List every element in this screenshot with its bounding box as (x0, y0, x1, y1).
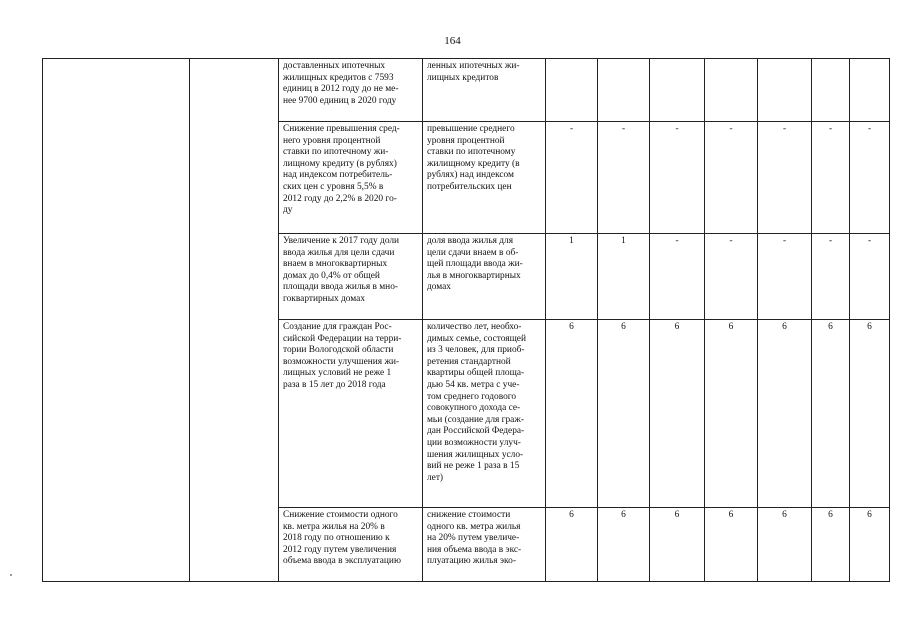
value-cell (758, 59, 812, 122)
value-cell: 6 (546, 508, 598, 582)
value-cell: 6 (758, 320, 812, 508)
value-cell: - (758, 234, 812, 320)
value-cell: - (758, 122, 812, 234)
value-cell: - (650, 234, 705, 320)
indicator-cell: количество лет, необхо- димых семье, состоящей из 3 человек, для приоб- ретения стандартной квартиры общей площа- дью 54 кв. метра с уче- том среднего годового совокупного дохода се- мьи (создание для граж- дан Российской Федера- ции возможности улуч- шения жилищных усло- вий не реже 1 раза в 15 лет) (423, 320, 546, 508)
indicators-table (42, 58, 890, 582)
value-cell: 6 (758, 508, 812, 582)
value-cell: 6 (598, 508, 650, 582)
indicator-cell: ленных ипотечных жи- лищных кредитов (423, 59, 546, 122)
value-cell: - (650, 122, 705, 234)
value-cell: 6 (546, 320, 598, 508)
indicator-cell: снижение стоимости одного кв. метра жилья на 20% путем увеличе- ния объема ввода в экс- плуатацию жилья эко- (423, 508, 546, 582)
value-cell (546, 59, 598, 122)
value-cell: 6 (850, 320, 890, 508)
value-cell (598, 59, 650, 122)
scan-artifact (10, 574, 12, 576)
target-cell: Создание для граждан Рос- сийской Федерации на терри- тории Вологодской области возможности улучшения жи- лищных условий не реже 1 раза в 15 лет до 2018 года (279, 320, 423, 508)
page-number: 164 (444, 35, 461, 47)
value-cell: - (812, 234, 850, 320)
value-cell: 6 (705, 320, 758, 508)
value-cell: 1 (598, 234, 650, 320)
value-cell (850, 59, 890, 122)
value-cell: - (850, 122, 890, 234)
value-cell: - (850, 234, 890, 320)
target-cell: Снижение стоимости одного кв. метра жилья на 20% в 2018 году по отношению к 2012 году путем увеличения объема ввода в эксплуатацию (279, 508, 423, 582)
value-cell (812, 59, 850, 122)
indicator-cell: доля ввода жилья для цели сдачи внаем в об- щей площади ввода жи- лья в многоквартирных домах (423, 234, 546, 320)
value-cell (705, 59, 758, 122)
value-cell: 6 (850, 508, 890, 582)
value-cell (650, 59, 705, 122)
value-cell: - (812, 122, 850, 234)
program-name-cell (43, 59, 190, 582)
value-cell: - (705, 234, 758, 320)
value-cell: - (546, 122, 598, 234)
table-row (43, 59, 890, 122)
target-cell: Увеличение к 2017 году доли ввода жилья для цели сдачи внаем в многоквартирных домах до 0,4% от общей площади ввода жилья в мно- гоквартирных домах (279, 234, 423, 320)
value-cell: 6 (598, 320, 650, 508)
value-cell: - (598, 122, 650, 234)
value-cell: 6 (812, 320, 850, 508)
target-cell: доставленных ипотечных жилищных кредитов с 7593 единиц в 2012 году до не ме- нее 9700 единиц в 2020 году (279, 59, 423, 122)
value-cell: 1 (546, 234, 598, 320)
goal-cell (190, 59, 279, 582)
value-cell: 6 (705, 508, 758, 582)
value-cell: 6 (812, 508, 850, 582)
value-cell: 6 (650, 508, 705, 582)
target-cell: Снижение превышения сред- него уровня процентной ставки по ипотечному жи- лищному кредиту (в рублях) над индексом потребитель- ских цен с уровня 5,5% в 2012 году до 2,2% в 2020 го- ду (279, 122, 423, 234)
value-cell: - (705, 122, 758, 234)
indicator-cell: превышение среднего уровня процентной ставки по ипотечному жилищному кредиту (в рублях) над индексом потребительских цен (423, 122, 546, 234)
value-cell: 6 (650, 320, 705, 508)
